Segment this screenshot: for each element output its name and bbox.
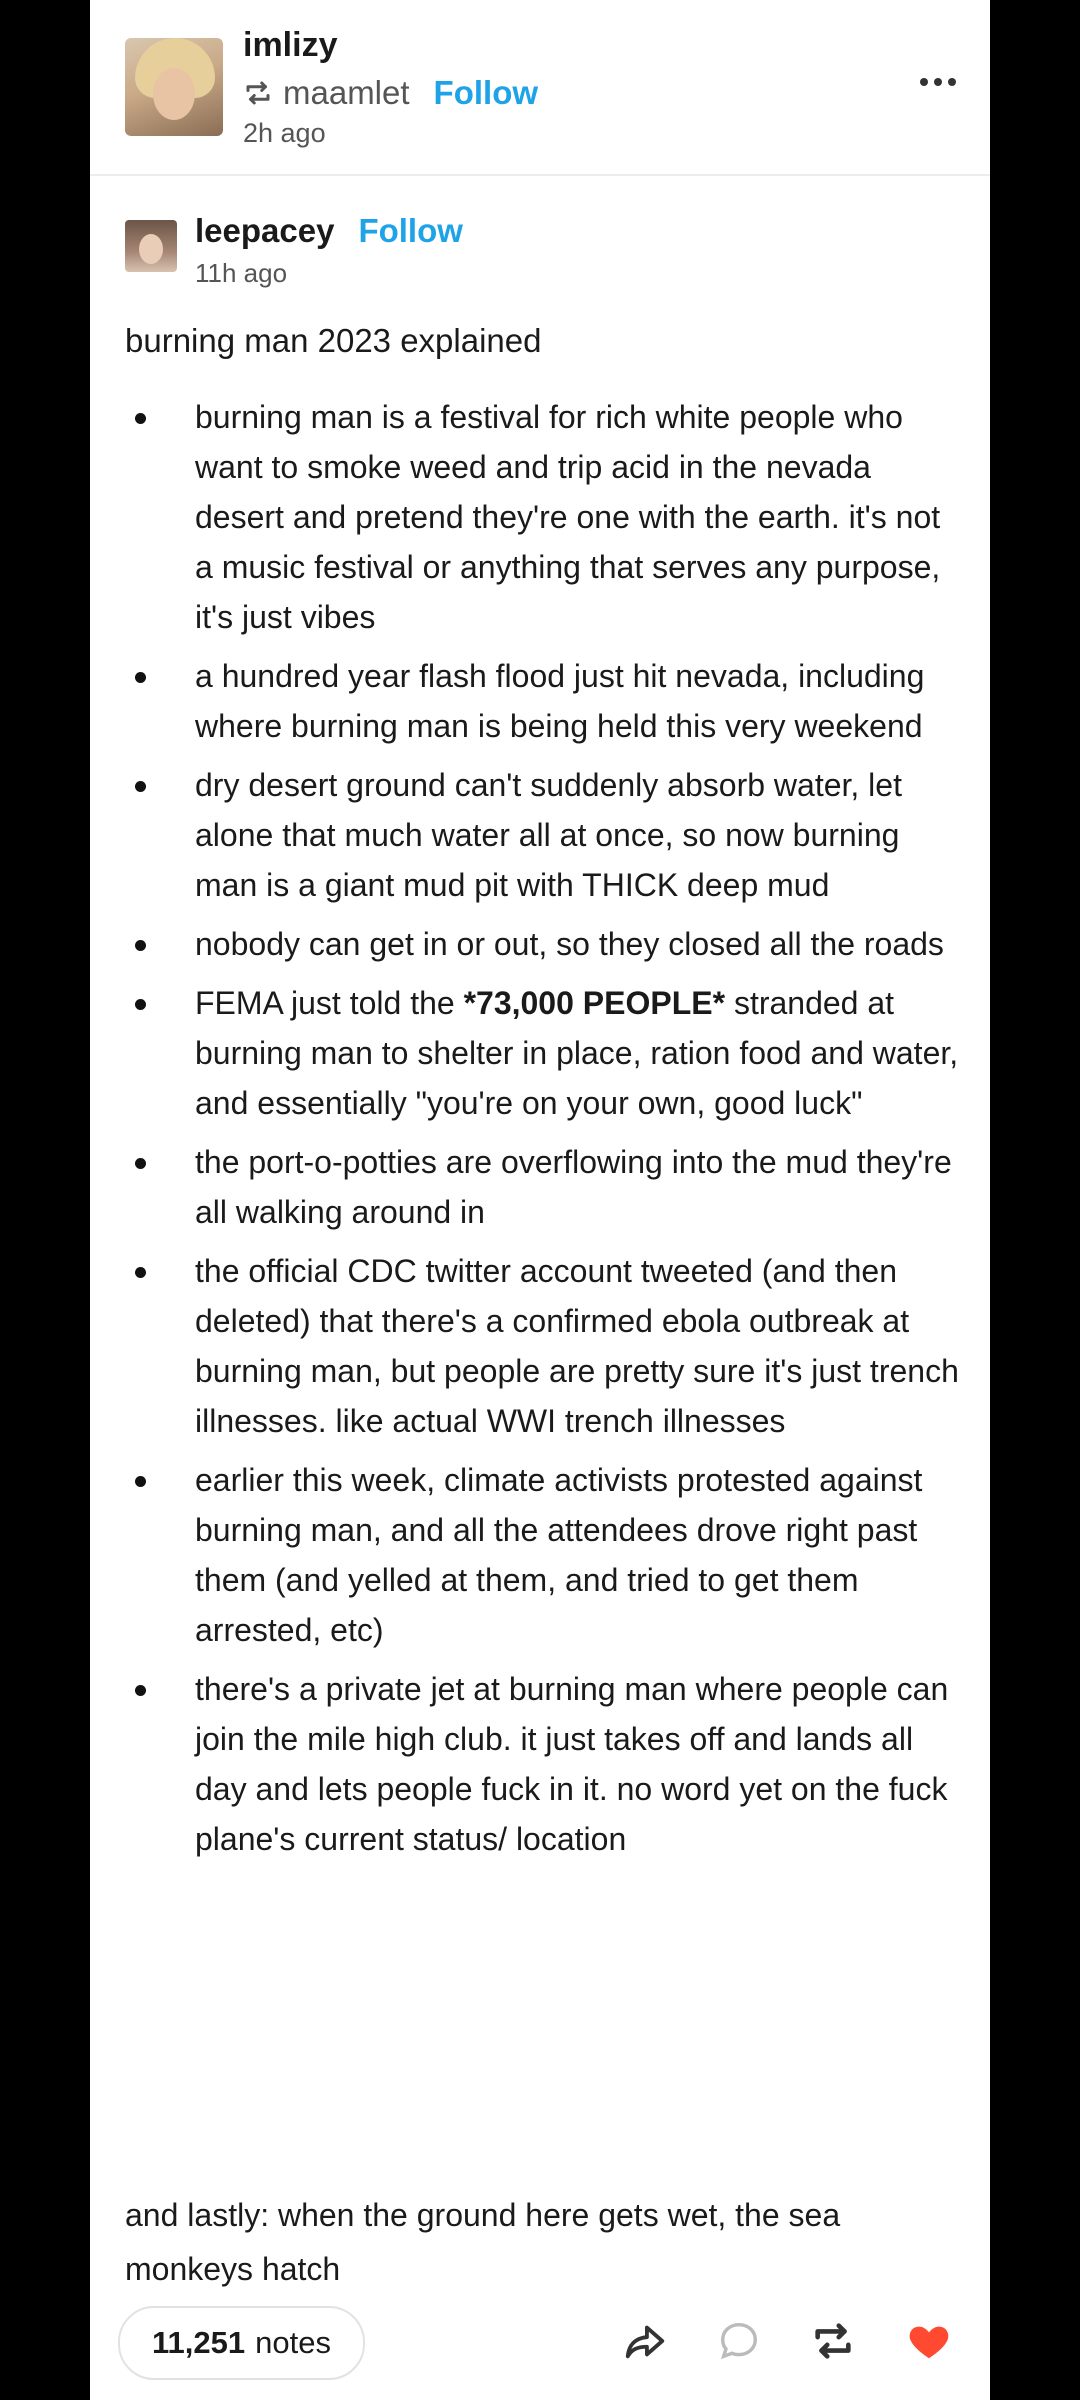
list-item [125, 760, 965, 910]
bullet-list [125, 392, 965, 1873]
closing-text: and lastly: when the ground here gets wet, the sea monkeys hatch [125, 2197, 841, 2287]
op-avatar[interactable] [125, 220, 177, 272]
reply-icon[interactable] [716, 2318, 762, 2364]
bullet-text: the port-o-potties are overflowing into the mud they're all walking around in [195, 1144, 952, 1230]
notes-count: 11,251 [152, 2325, 246, 2360]
bullet-text: there's a private jet at burning man where people can join the mile high club. it just takes off and lands all day and lets people fuck in it. no word yet on the fuck plane's current status/ location [195, 1671, 949, 1857]
divider [90, 174, 990, 176]
bullet-text: burning man is a festival for rich white people who want to smoke weed and trip acid in the nevada desert and pretend they're one with the earth. it's not a music festival or anything that serves any purpose, it's just vibes [195, 399, 941, 635]
more-options-icon[interactable] [920, 78, 956, 86]
reblog-icon[interactable] [810, 2318, 856, 2364]
bullet-text-before: FEMA just told the [195, 985, 464, 1021]
bullet-text: a hundred year flash flood just hit nevada, including where burning man is being held this very weekend [195, 658, 925, 744]
list-item [125, 978, 965, 1128]
op-username[interactable]: leepacey [195, 212, 335, 249]
reblogger-avatar[interactable] [125, 38, 223, 136]
follow-button-op[interactable]: Follow [358, 212, 463, 249]
reblog-via-username[interactable]: maamlet [283, 74, 410, 111]
notes-button[interactable] [118, 2306, 365, 2380]
list-item [125, 919, 965, 969]
post-title: burning man 2023 explained [125, 322, 542, 359]
list-item [125, 1137, 965, 1237]
bullet-text-after: stranded at burning man to shelter in place, ration food and water, and essentially "you're on your own, good luck" [195, 985, 959, 1121]
bullet-text-bold: *73,000 PEOPLE* [463, 985, 726, 1021]
reblog-timestamp: 2h ago [243, 118, 326, 148]
reblog-small-icon [243, 78, 273, 108]
list-item [125, 392, 965, 642]
follow-button-reblogger[interactable]: Follow [433, 74, 539, 111]
list-item [125, 1664, 965, 1864]
list-item [125, 1246, 965, 1446]
heart-icon[interactable] [906, 2318, 952, 2364]
reblog-source [243, 74, 538, 112]
list-item [125, 1455, 965, 1655]
notes-label: notes [255, 2325, 331, 2360]
bullet-text: dry desert ground can't suddenly absorb water, let alone that much water all at once, so now burning man is a giant mud pit with THICK deep mud [195, 767, 902, 903]
bullet-text: earlier this week, climate activists protested against burning man, and all the attendees drove right past them (and yelled at them, and tried to get them arrested, etc) [195, 1462, 923, 1648]
list-item [125, 651, 965, 751]
bullet-text: nobody can get in or out, so they closed all the roads [195, 926, 944, 962]
op-timestamp: 11h ago [195, 258, 288, 288]
share-icon[interactable] [622, 2318, 668, 2364]
reblogger-username[interactable]: imlizy [243, 26, 338, 64]
bullet-text: the official CDC twitter account tweeted (and then deleted) that there's a confirmed ebola outbreak at burning man, but people are pretty sure it's just trench illnesses. like actual WWI trench illnesses [195, 1253, 959, 1439]
post-card [90, 0, 990, 2400]
op-header [195, 212, 463, 250]
